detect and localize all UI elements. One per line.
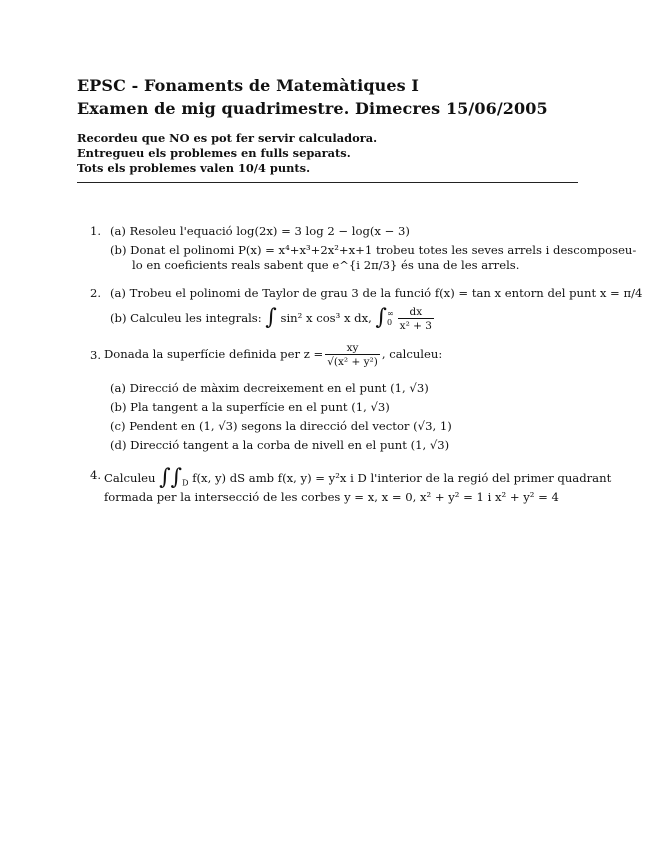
problem-1b: [110, 243, 636, 258]
problem-3c-text: Pendent en (1, √3) segons la direcció del vector: [129, 419, 410, 433]
problem-3-text: Donada la superfície definida per: [104, 347, 301, 361]
problem-1a-text: Resoleu l'equació: [129, 224, 233, 238]
header-divider: [77, 182, 578, 183]
problem-1-number: 1.: [89, 224, 101, 238]
problem-1b-cont: [132, 258, 519, 273]
double-integral-icon: ∫∫: [159, 465, 183, 490]
problem-3a-label: (a): [110, 381, 126, 395]
problem-2b-integrand1: sin² x cos³ x dx,: [280, 311, 372, 325]
problem-3-z-lhs: z =: [303, 347, 324, 361]
problem-3a-math: (1, √3): [390, 381, 429, 395]
problem-1b-label: (b): [110, 243, 127, 257]
problem-2b: [110, 306, 436, 332]
problem-1b-text4: és una de les arrels.: [401, 258, 520, 272]
problem-1b-text3: lo en coeficients reals sabent que: [132, 258, 329, 272]
problem-3b-text: Pla tangent a la superfície en el punt: [130, 400, 348, 414]
exam-title: Examen de mig quadrimestre. Dimecres 15/06/2005: [77, 99, 548, 118]
fraction-numerator: dx: [398, 306, 434, 319]
problem-1a-equation: log(2x) = 3 log 2 − log(x − 3): [236, 224, 410, 238]
problem-3d: [110, 438, 449, 453]
problem-4-text1: Calculeu: [104, 471, 156, 485]
problem-3a: [110, 381, 429, 396]
problem-1b-root: e^{i 2π/3}: [332, 258, 398, 272]
problem-2a-function: f(x) = tan x: [434, 286, 502, 300]
problem-3-text2: , calculeu:: [381, 347, 443, 361]
problem-2a-text: Trobeu el polinomi de Taylor de grau 3 de la funció: [129, 286, 432, 300]
problem-2a-label: (a): [110, 286, 126, 300]
problem-2b-label: (b): [110, 311, 127, 325]
problem-1b-text2: trobeu totes les seves arrels i descomposeu-: [375, 243, 637, 257]
fraction-denominator: x² + 3: [399, 320, 432, 332]
problem-4-line2: formada per la intersecció de les corbes y = x, x = 0, x² + y² = 1 i x² + y² = 4: [104, 490, 559, 504]
problem-2a-point: x = π/4: [599, 286, 643, 300]
note-points: Tots els problemes valen 10/4 punts.: [77, 161, 311, 175]
problem-2b-fraction: [398, 306, 434, 332]
problem-3d-label: (d): [110, 438, 127, 452]
integral-sign-icon: ∫: [265, 305, 277, 330]
integral-sign-icon: ∫: [375, 305, 387, 330]
problem-2a: [110, 286, 642, 301]
problem-1a: [110, 224, 410, 239]
problem-3-intro: [104, 342, 442, 368]
problem-3a-text: Direcció de màxim decreixement en el punt: [129, 381, 387, 395]
problem-3b-math: (1, √3): [351, 400, 390, 414]
note-separate-sheets: Entregueu els problemes en fulls separats.: [77, 146, 351, 160]
problem-1b-text1: Donat el polinomi: [130, 243, 235, 257]
problem-3c-math: (√3, 1): [413, 419, 452, 433]
problem-4-line1: [104, 465, 612, 490]
note-calculator: Recordeu que NO es pot fer servir calculadora.: [77, 131, 378, 145]
problem-1b-polynomial: P(x) = x⁴+x³+2x²+x+1: [238, 243, 373, 257]
problem-3-number: 3.: [89, 348, 101, 362]
problem-3d-math: (1, √3): [410, 438, 450, 452]
problem-3c: [110, 419, 452, 434]
problem-3b: [110, 400, 390, 415]
integral-limits: [387, 309, 394, 327]
problem-3c-label: (c): [110, 419, 126, 433]
problem-2-number: 2.: [89, 286, 101, 300]
fraction-numerator: xy: [325, 342, 380, 355]
problem-3-fraction: [325, 342, 380, 368]
problem-3d-text: Direcció tangent a la corba de nivell en el punt: [130, 438, 407, 452]
problem-4-integrand: f(x, y) dS: [192, 471, 246, 485]
problem-2a-text2: entorn del punt: [504, 286, 597, 300]
upper-limit: ∞: [386, 309, 394, 318]
fraction-denominator: √(x² + y²): [327, 356, 378, 368]
course-title: EPSC - Fonaments de Matemàtiques I: [77, 76, 419, 95]
lower-limit: 0: [386, 318, 393, 327]
problem-4-region: D: [182, 478, 189, 488]
problem-3b-label: (b): [110, 400, 127, 414]
problem-4-text2: amb f(x, y) = y²x i D l'interior de la regió del primer quadrant: [248, 471, 612, 485]
problem-2b-text: Calculeu les integrals:: [130, 311, 262, 325]
problem-1a-label: (a): [110, 224, 126, 238]
problem-4-number: 4.: [89, 468, 101, 482]
